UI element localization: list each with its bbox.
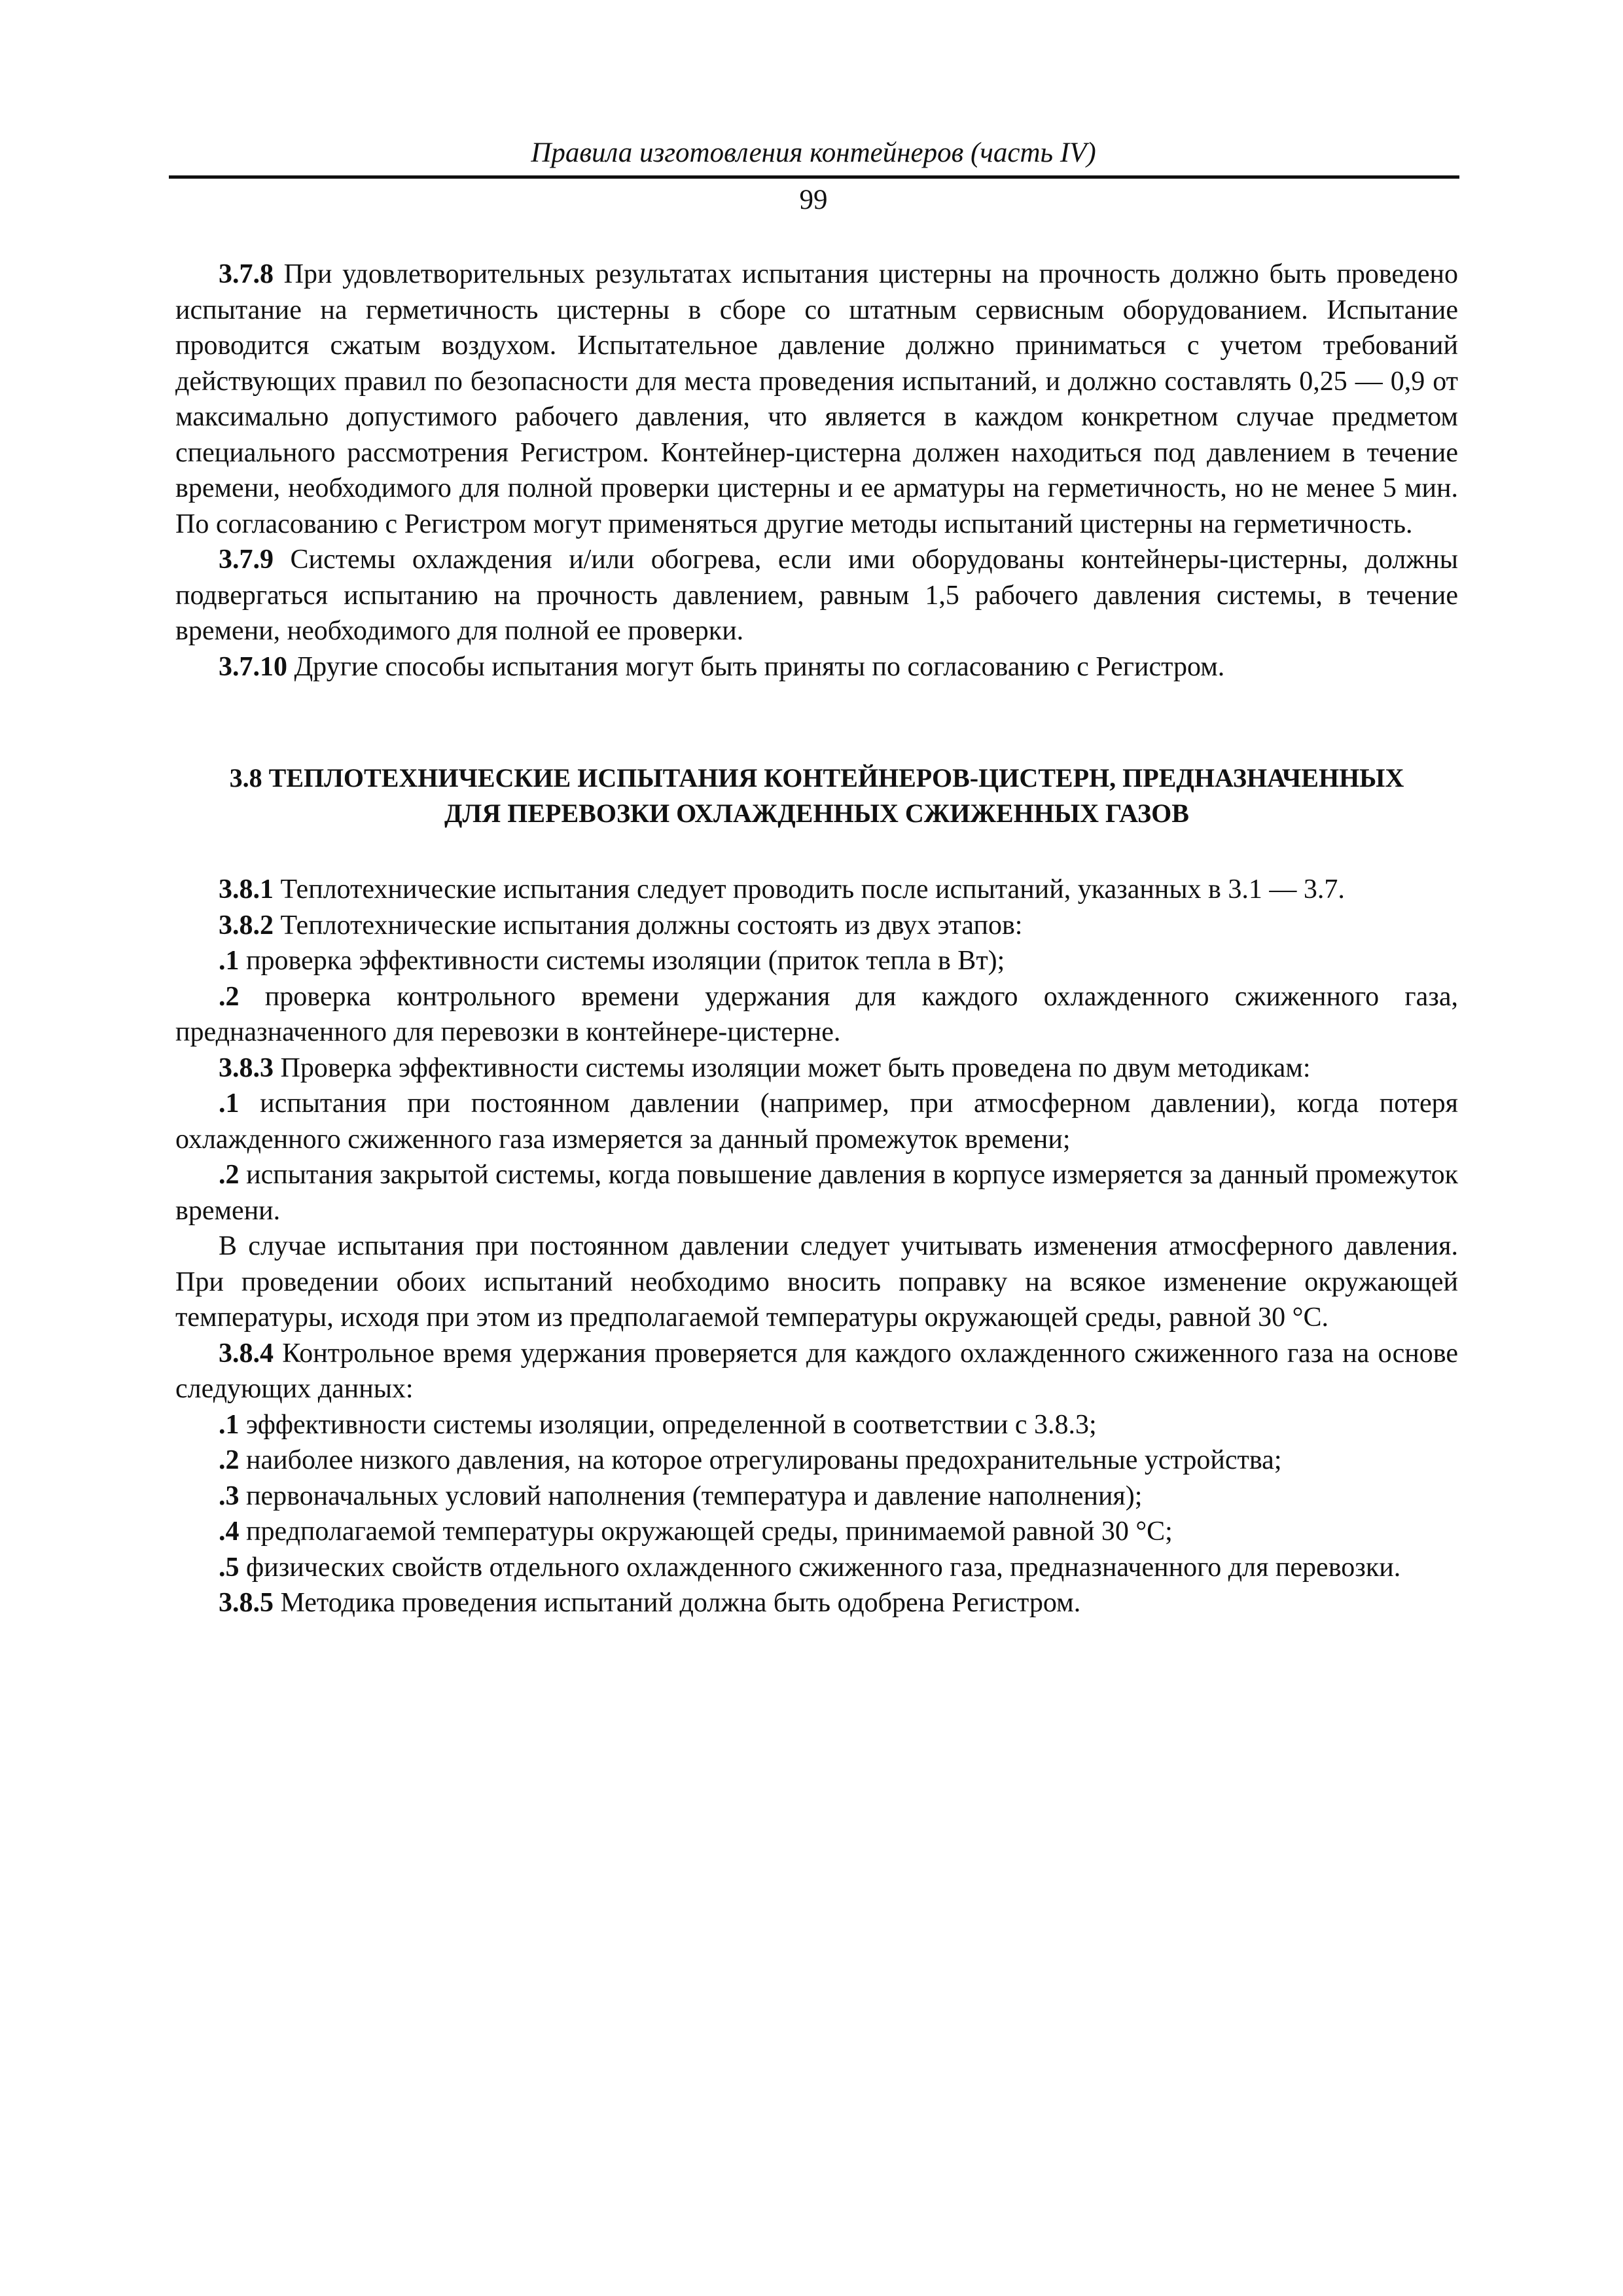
list-item-3-8-4-4 [175,1514,1458,1550]
item-number: .4 [219,1516,240,1547]
list-item-3-8-4-5 [175,1550,1458,1586]
clause-number: 3.7.9 [219,545,274,575]
list-item-3-8-4-2 [175,1443,1458,1479]
paragraph-atmospheric-note [175,1229,1458,1336]
clause-number: 3.8.5 [219,1588,274,1618]
page-content [175,257,1458,1621]
paragraph-text: Теплотехнические испытания следует проводить после испытаний, указанных в 3.1 — 3.7. [274,874,1345,905]
list-item-3-8-3-1 [175,1086,1458,1157]
item-number: .3 [219,1480,240,1511]
list-item-3-8-4-3 [175,1479,1458,1515]
list-item-3-8-2-2 [175,979,1458,1050]
header-rule [169,175,1459,179]
page-number: 99 [799,185,828,215]
item-text: наиболее низкого давления, на которое отрегулированы предохранительные устройства; [239,1445,1282,1475]
section-heading [175,761,1458,831]
paragraph-text: Теплотехнические испытания должны состоять из двух этапов: [274,910,1023,941]
clause-number: 3.8.4 [219,1338,274,1369]
item-text: испытания закрытой системы, когда повышение давления в корпусе измеряется за данный промежуток времени. [175,1160,1458,1226]
running-title: Правила изготовления контейнеров (часть IV) [531,137,1096,168]
item-text: проверка эффективности системы изоляции (приток тепла в Вт); [239,946,1005,976]
item-text: проверка контрольного времени удержания для каждого охлажденного сжиженного газа, предназначенного для перевозки в контейнере-цистерне. [175,981,1458,1047]
paragraph-text: Методика проведения испытаний должна быть одобрена Регистром. [274,1588,1081,1618]
item-number: .1 [219,946,240,976]
item-text: испытания при постоянном давлении (например, при атмосферном давлении), когда потеря охлажденного сжиженного газа измеряется за данный промежуток времени; [175,1088,1458,1155]
list-item-3-8-3-2 [175,1157,1458,1229]
clause-number: 3.7.8 [219,259,274,289]
paragraph-3-7-8 [175,257,1458,542]
item-text: предполагаемой температуры окружающей среды, принимаемой равной 30 °С; [239,1516,1173,1547]
paragraph-3-7-10 [175,649,1458,685]
item-number: .1 [219,1088,240,1119]
item-text: эффективности системы изоляции, определенной в соответствии с 3.8.3; [239,1409,1097,1440]
paragraph-3-8-4 [175,1336,1458,1407]
clause-number: 3.8.2 [219,910,274,941]
list-item-3-8-2-1 [175,943,1458,979]
section-heading-line-2: ДЛЯ ПЕРЕВОЗКИ ОХЛАЖДЕННЫХ СЖИЖЕННЫХ ГАЗОВ [444,798,1189,828]
paragraph-3-8-1 [175,872,1458,908]
item-number: .1 [219,1409,240,1440]
paragraph-3-7-9 [175,542,1458,649]
item-text: физических свойств отдельного охлажденного сжиженного газа, предназначенного для перевозки. [239,1552,1401,1583]
item-number: .5 [219,1552,240,1583]
paragraph-text: Системы охлаждения и/или обогрева, если ими оборудованы контейнеры-цистерны, должны подвергаться испытанию на прочность давлением, равным 1,5 рабочего давления системы, в течение времени, необходимого для полной ее проверки. [175,545,1458,646]
clause-number: 3.8.3 [219,1052,274,1083]
clause-number: 3.7.10 [219,651,287,682]
item-number: .2 [219,981,240,1012]
paragraph-text: Контрольное время удержания проверяется для каждого охлажденного сжиженного газа на основе следующих данных: [175,1338,1458,1404]
paragraph-text: При удовлетворительных результатах испытания цистерны на прочность должно быть проведено испытание на герметичность цистерны в сборе со штатным сервисным оборудованием. Испытание проводится сжатым воздухом. Испытательное давление должно приниматься с учетом требований действующих правил по безопасности для места проведения испытаний, и должно составлять 0,25 — 0,9 от максимально допустимого рабочего давления, что является в каждом конкретном случае предметом специального рассмотрения Регистром. Контейнер-цистерна должен находиться под давлением в течение времени, необходимого для полной проверки цистерны и ее арматуры на герметичность, но не менее 5 мин. По согласованию с Регистром могут применяться другие методы испытаний цистерны на герметичность. [175,259,1458,539]
paragraph-3-8-5 [175,1585,1458,1621]
paragraph-text: Проверка эффективности системы изоляции может быть проведена по двум методикам: [274,1052,1311,1083]
paragraph-3-8-2 [175,908,1458,944]
paragraph-text: Другие способы испытания могут быть приняты по согласованию с Регистром. [287,651,1225,682]
item-number: .2 [219,1160,240,1190]
item-text: первоначальных условий наполнения (температура и давление наполнения); [239,1480,1143,1511]
paragraph-3-8-3 [175,1050,1458,1086]
item-number: .2 [219,1445,240,1475]
paragraph-text: В случае испытания при постоянном давлении следует учитывать изменения атмосферного давления. При проведении обоих испытаний необходимо вносить поправку на всякое изменение окружающей температуры, исходя при этом из предполагаемой температуры окружающей среды, равной 30 °С. [175,1231,1458,1333]
list-item-3-8-4-1 [175,1407,1458,1443]
clause-number: 3.8.1 [219,874,274,905]
section-heading-line-1: 3.8 ТЕПЛОТЕХНИЧЕСКИЕ ИСПЫТАНИЯ КОНТЕЙНЕРОВ-ЦИСТЕРН, ПРЕДНАЗНАЧЕННЫХ [229,763,1404,793]
